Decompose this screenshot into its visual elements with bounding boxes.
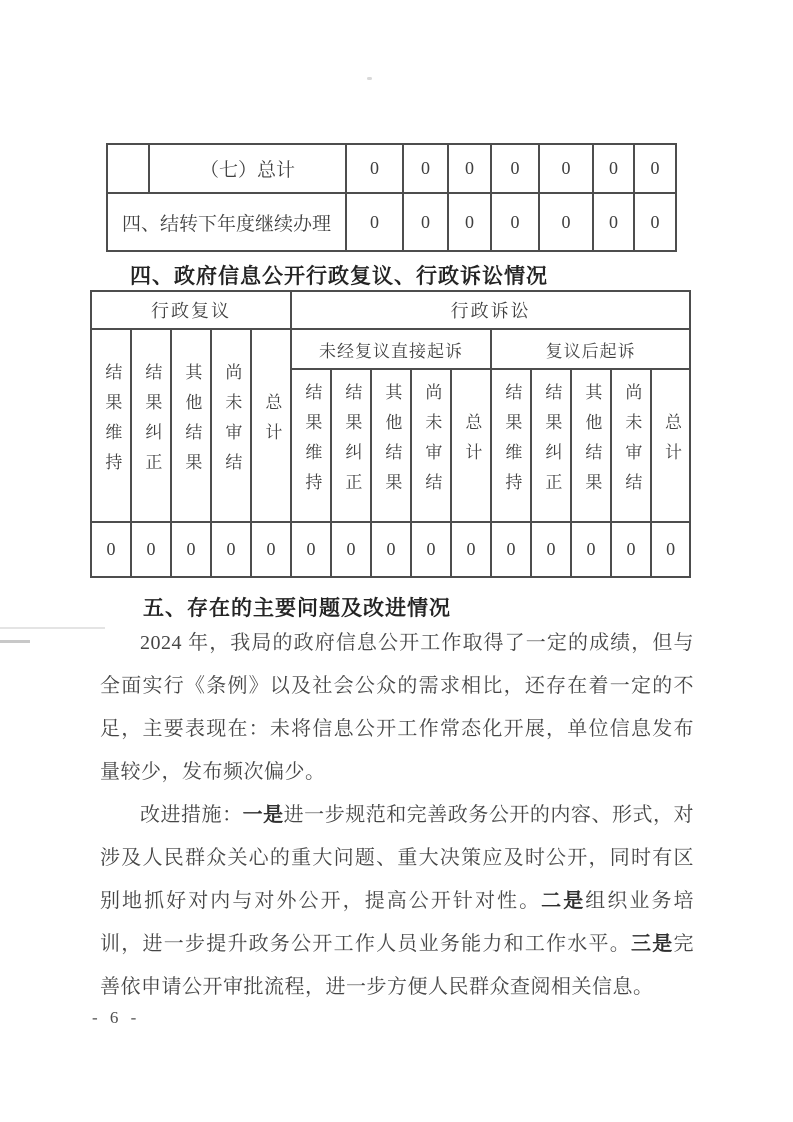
- paragraph-2-text: 完善依申请公开审批流程，进一步方便人民群众查阅相关信息。: [100, 933, 695, 998]
- review-litigation-table: [90, 290, 691, 578]
- section5-paragraphs: [100, 622, 694, 1009]
- table2-data-row: [91, 522, 690, 577]
- measure-3-marker: 三是: [631, 933, 674, 955]
- col-header-upheld: [291, 369, 331, 522]
- paragraph-2-text: 进一步规范和完善政务公开的内容、形式，对涉及人民群众关心的重大问题、重大决策应及时公开，同时有区别地抓好对内与对外公开，提高公开针对性。: [100, 804, 695, 912]
- col-header-total: [451, 369, 491, 522]
- scan-artifact-line: [0, 627, 105, 629]
- scan-artifact-dash: [0, 640, 30, 643]
- paragraph-2: [100, 794, 694, 1009]
- col-header-upheld: [491, 369, 531, 522]
- col-header-corrected: [531, 369, 571, 522]
- measure-1-marker: 一是: [242, 804, 284, 826]
- col-header-other-label: 其他结果: [582, 383, 602, 503]
- paragraph-2-text: 组织业务培训，进一步提升政务公开工作人员业务能力和工作水平。: [100, 890, 695, 955]
- admin-review-header: 行政复议: [91, 291, 291, 329]
- col-header-total-label: 总计: [462, 413, 482, 473]
- table2-value: 0: [611, 522, 651, 577]
- col-header-total-label: 总计: [262, 393, 282, 453]
- table1-carryover-value: 0: [403, 193, 448, 251]
- col-header-corrected-label: 结果纠正: [142, 363, 162, 483]
- post-review-lawsuit-header: 复议后起诉: [491, 329, 690, 369]
- table1-total-value: 0: [539, 144, 593, 193]
- col-header-other-label: 其他结果: [182, 363, 202, 483]
- col-header-total-label: 总计: [661, 413, 681, 473]
- table1-total-value: 0: [491, 144, 539, 193]
- col-header-other-label: 其他结果: [382, 383, 402, 503]
- paragraph-2-text: 改进措施：: [140, 804, 243, 826]
- col-header-corrected-label: 结果纠正: [342, 383, 362, 503]
- table1-carryover-value: 0: [539, 193, 593, 251]
- table2-value: 0: [171, 522, 211, 577]
- table2-value: 0: [331, 522, 371, 577]
- table1-carryover-value: 0: [448, 193, 491, 251]
- section4-title: 四、政府信息公开行政复议、行政诉讼情况: [130, 265, 548, 288]
- table1-total-label: （七）总计: [149, 144, 346, 193]
- table2-value: 0: [451, 522, 491, 577]
- table1-carryover-label: 四、结转下年度继续办理: [107, 193, 346, 251]
- table1-total-value: 0: [593, 144, 634, 193]
- col-header-total: [251, 329, 291, 522]
- col-header-other: [171, 329, 211, 522]
- table2-value: 0: [491, 522, 531, 577]
- table2-value: 0: [251, 522, 291, 577]
- page-number: - 6 -: [92, 1008, 141, 1027]
- col-header-pending: [211, 329, 251, 522]
- table2-value: 0: [651, 522, 690, 577]
- table2-value: 0: [211, 522, 251, 577]
- section5-title: 五、存在的主要问题及改进情况: [143, 597, 451, 620]
- table1-carryover-value: 0: [491, 193, 539, 251]
- direct-lawsuit-header: 未经复议直接起诉: [291, 329, 491, 369]
- col-header-pending: [611, 369, 651, 522]
- table1-total-row: [107, 144, 676, 193]
- col-header-corrected: [331, 369, 371, 522]
- table1-total-value: 0: [346, 144, 403, 193]
- col-header-total: [651, 369, 690, 522]
- table2-value: 0: [531, 522, 571, 577]
- table1-carryover-value: 0: [346, 193, 403, 251]
- table1-carryover-value: 0: [593, 193, 634, 251]
- table1-empty-cell: [107, 144, 149, 193]
- col-header-other: [371, 369, 411, 522]
- col-header-upheld: [91, 329, 131, 522]
- col-header-other: [571, 369, 611, 522]
- col-header-corrected-label: 结果纠正: [542, 383, 562, 503]
- request-carryover-table: [106, 143, 677, 252]
- scan-artifact-speck: [367, 77, 372, 80]
- col-header-upheld-label: 结果维持: [302, 383, 322, 503]
- table2-subgroup-header-row: [91, 329, 690, 369]
- table1-total-value: 0: [448, 144, 491, 193]
- table2-value: 0: [411, 522, 451, 577]
- table1-carryover-value: 0: [634, 193, 676, 251]
- measure-2-marker: 二是: [541, 890, 586, 912]
- table2-value: 0: [291, 522, 331, 577]
- table2-value: 0: [91, 522, 131, 577]
- table1-carryover-row: [107, 193, 676, 251]
- col-header-pending: [411, 369, 451, 522]
- col-header-upheld-label: 结果维持: [102, 363, 122, 483]
- admin-litigation-header: 行政诉讼: [291, 291, 690, 329]
- table1-total-value: 0: [634, 144, 676, 193]
- table2-group-header-row: [91, 291, 690, 329]
- col-header-upheld-label: 结果维持: [502, 383, 522, 503]
- table2-value: 0: [571, 522, 611, 577]
- table1-total-value: 0: [403, 144, 448, 193]
- paragraph-1: 2024 年，我局的政府信息公开工作取得了一定的成绩，但与全面实行《条例》以及社会公众的需求相比，还存在着一定的不足，主要表现在：未将信息公开工作常态化开展，单位信息发布量较少，发布频次偏少。: [100, 632, 694, 783]
- table2-value: 0: [131, 522, 171, 577]
- table2-value: 0: [371, 522, 411, 577]
- col-header-corrected: [131, 329, 171, 522]
- col-header-pending-label: 尚未审结: [422, 383, 442, 503]
- col-header-pending-label: 尚未审结: [622, 383, 642, 503]
- col-header-pending-label: 尚未审结: [222, 363, 242, 483]
